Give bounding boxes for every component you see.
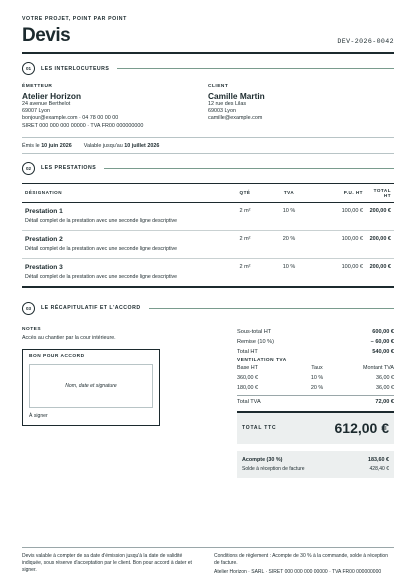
section-number-badge: 02 [22, 162, 35, 175]
summary [22, 327, 394, 478]
section-rule [149, 308, 394, 309]
item-title: Prestation 3 [25, 263, 63, 271]
page-title: Devis [22, 25, 71, 46]
row-unit-price: 100,00 € [312, 258, 366, 287]
vat-base: 180,00 € [237, 384, 258, 391]
discount-value: – 60,00 € [370, 338, 394, 345]
section-rule [117, 68, 394, 69]
title-row [22, 26, 394, 45]
issuer-name: Atelier Horizon [22, 91, 82, 101]
balance-value: 428,40 € [369, 465, 389, 472]
table-row [22, 202, 394, 230]
row-total: 200,00 € [366, 202, 394, 230]
vat-row [237, 383, 394, 393]
services-table [22, 183, 394, 288]
valid-label: Valable jusqu'au [83, 142, 123, 149]
section-parties-header [22, 62, 394, 75]
row-qty: 2 m² [224, 258, 266, 287]
deposit-box [237, 451, 394, 478]
table-header-row [22, 183, 394, 202]
vat-row [237, 373, 394, 383]
client-address-line2: 69003 Lyon [208, 108, 236, 115]
row-designation [22, 230, 224, 258]
vat-col-amount: Montant TVA [363, 364, 394, 371]
section-label: LE RÉCAPITULATIF ET L'ACCORD [41, 305, 141, 312]
row-unit-price: 100,00 € [312, 202, 366, 230]
client-email: camille@example.com [208, 115, 263, 122]
parties-divider [22, 137, 394, 138]
notes-label: NOTES [22, 326, 42, 332]
subtotal-line [237, 327, 394, 337]
item-description: Détail complet de la prestation avec une seconde ligne descriptive [25, 273, 177, 280]
vat-base: 360,00 € [237, 374, 258, 381]
deposit-line [242, 455, 389, 465]
table-row [22, 258, 394, 287]
total-vat-label: Total TVA [237, 398, 261, 405]
total-ht-value: 540,00 € [372, 348, 394, 355]
approval-box [22, 349, 160, 426]
total-ttc-label: TOTAL TTC [242, 425, 277, 432]
row-designation [22, 202, 224, 230]
vat-breakdown-label: VENTILATION TVA [237, 357, 287, 363]
discount-line [237, 337, 394, 347]
signature-status: À signer [29, 412, 48, 419]
row-total: 200,00 € [366, 258, 394, 287]
issuer-ids: SIRET 000 000 000 00000 · TVA FR00 000000000 [22, 122, 144, 129]
title-divider [22, 52, 394, 54]
client-role: CLIENT [208, 84, 229, 89]
approval-label: BON POUR ACCORD [29, 353, 85, 359]
deposit-value: 183,60 € [368, 456, 389, 463]
row-total: 200,00 € [366, 230, 394, 258]
client-block [208, 84, 394, 130]
subtotal-label: Sous-total HT [237, 328, 272, 335]
section-label: LES INTERLOCUTEURS [41, 65, 110, 72]
balance-label: Solde à réception de facture [242, 465, 305, 472]
vat-amount: 36,00 € [376, 384, 394, 391]
issued-label: Émis le [22, 142, 40, 149]
client-name: Camille Martin [208, 91, 265, 101]
section-summary-header [22, 302, 394, 315]
col-vat: TVA [266, 183, 312, 202]
footer-right [214, 553, 394, 576]
discount-label: Remise (10 %) [237, 338, 274, 345]
valid-date: 10 juillet 2026 [124, 142, 160, 149]
total-ttc-value: 612,00 € [334, 420, 389, 437]
total-ht-label: Total HT [237, 348, 258, 355]
row-qty: 2 m² [224, 230, 266, 258]
footer-validity-note: Devis valable à compter de sa date d'émission jusqu'à la date de validité indiquée, sous réserve d'acceptation par le client. Bon pour accord à dater et signer. [22, 553, 192, 573]
quote-dates [22, 143, 394, 149]
table-body [22, 202, 394, 287]
footer-payment-terms: Conditions de règlement : Acompte de 30 % à la commande, solde à réception de facture. [214, 553, 388, 566]
col-qty: QTÉ [224, 183, 266, 202]
issuer-address-line2: 69007 Lyon [22, 108, 50, 115]
notes-text: Accès au chantier par la cour intérieure. [22, 334, 116, 341]
row-vat: 10 % [266, 258, 312, 287]
vat-col-rate: Taux [311, 364, 323, 371]
section-services-header [22, 162, 394, 175]
item-description: Détail complet de la prestation avec une seconde ligne descriptive [25, 245, 177, 252]
balance-line [242, 465, 389, 474]
total-vat-value: 72,00 € [375, 398, 394, 405]
client-address-line1: 12 rue des Lilas [208, 101, 247, 107]
quote-reference: DEV-2026-0042 [337, 38, 394, 45]
col-designation: DÉSIGNATION [22, 183, 224, 202]
deposit-label: Acompte (30 %) [242, 456, 283, 463]
row-qty: 2 m² [224, 202, 266, 230]
vat-rate: 20 % [310, 384, 324, 391]
footer-legal: Atelier Horizon · SARL · SIRET 000 000 000 00000 · TVA FR00 000000000 [214, 569, 382, 575]
total-vat-line [237, 395, 394, 405]
vat-amount: 36,00 € [376, 374, 394, 381]
section-number-badge: 03 [22, 302, 35, 315]
issued-date: 10 juin 2026 [41, 142, 72, 149]
total-ht-line [237, 347, 394, 357]
issuer-block [22, 84, 208, 130]
signature-placeholder: Nom, date et signature [65, 382, 117, 389]
col-unit-price: P.U. HT [312, 183, 366, 202]
parties [22, 84, 394, 130]
section-label: LES PRESTATIONS [41, 165, 97, 172]
subtotal-value: 600,00 € [372, 328, 394, 335]
kicker: VOTRE PROJET, POINT PAR POINT [22, 16, 127, 22]
col-total: TOTAL HT [366, 183, 394, 202]
signature-field[interactable] [29, 364, 153, 408]
section-rule [104, 168, 394, 169]
total-ttc-box [237, 411, 394, 444]
issuer-role: ÉMETTEUR [22, 84, 53, 89]
item-title: Prestation 2 [25, 235, 63, 243]
row-vat: 20 % [266, 230, 312, 258]
item-title: Prestation 1 [25, 207, 63, 215]
row-unit-price: 100,00 € [312, 230, 366, 258]
vat-rate: 10 % [310, 374, 324, 381]
row-vat: 10 % [266, 202, 312, 230]
row-designation [22, 258, 224, 287]
table-row [22, 230, 394, 258]
vat-col-base: Base HT [237, 364, 258, 371]
vat-header-row [237, 363, 394, 373]
dates-divider [22, 153, 394, 154]
issuer-contact: bonjour@example.com · 04 78 00 00 00 [22, 115, 119, 122]
item-description: Détail complet de la prestation avec une seconde ligne descriptive [25, 217, 177, 224]
footer [22, 547, 394, 576]
summary-left [22, 327, 160, 478]
issuer-address-line1: 24 avenue Berthelot [22, 101, 71, 107]
section-number-badge: 01 [22, 62, 35, 75]
totals-panel [237, 327, 394, 478]
